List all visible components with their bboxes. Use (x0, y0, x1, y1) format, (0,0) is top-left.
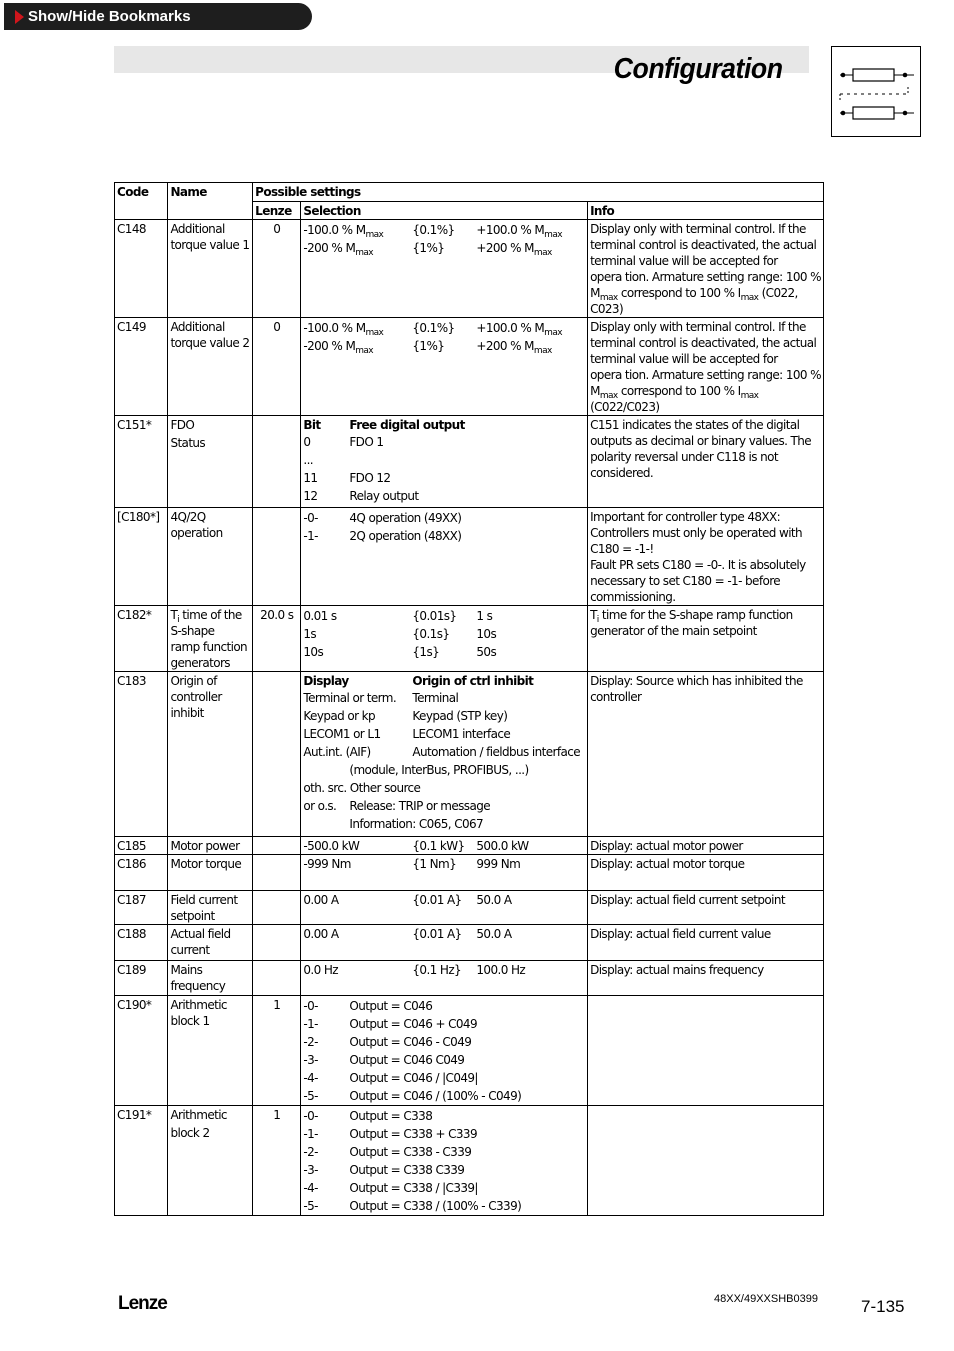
table-row (115, 220, 824, 318)
row-name: Motor torque (168, 855, 253, 891)
row-info (588, 1106, 824, 1216)
row-info: Display: actual motor torque (588, 855, 824, 891)
row-info: Display: Source which has inhibited the controller (588, 672, 824, 837)
row-lenze (253, 961, 301, 996)
row-code: C187 (115, 891, 168, 925)
table-header-row (115, 183, 824, 202)
row-selection: -999 Nm {1 Nm} 999 Nm (301, 855, 588, 891)
table-row (115, 416, 824, 508)
header-name: Name (168, 183, 253, 220)
row-code: C148 (115, 220, 168, 318)
document-id: 48XX/49XXSHB0399 (714, 1293, 818, 1305)
row-name: Motor power (168, 837, 253, 855)
row-lenze: 0 (253, 220, 301, 318)
row-code: C149 (115, 318, 168, 416)
row-info: Display only with terminal control. If the terminal control is deactivated, the actual terminal value will be accepted for opera tion. Armature setting range: 100 % $M_{max}$ correspond to 100 % $I_{max}$ (C022, C023) (588, 220, 824, 318)
header-info: Info (588, 202, 824, 220)
table-row (115, 837, 824, 855)
page-title: Configuration (614, 53, 783, 85)
configuration-table (114, 182, 824, 1216)
row-code: C190* (115, 996, 168, 1106)
row-selection: -0- Output = C046 -1- Output = C046 + C049 -2- Output = C046 - C049 -3- Output = C046 C049 -4- Output = C046 / |C049| -5- Output = C046 / (100% - C049) (301, 996, 588, 1106)
row-lenze: 1 (253, 996, 301, 1106)
row-code: C188 (115, 925, 168, 961)
row-info: Display: actual mains frequency (588, 961, 824, 996)
page-number: 7-135 (861, 1297, 905, 1316)
table-row (115, 606, 824, 672)
table-row (115, 996, 824, 1106)
row-info: Important for controller type 48XX: Controllers must only be operated with C180 = -1-! Fault PR sets C180 = -0-. It is absolutely necessary to set C180 = -1- before commissioning. (588, 508, 824, 606)
row-name: Mains frequency (168, 961, 253, 996)
row-selection: -100.0 % $M_{max}$ {0.1%} +100.0 % $M_{max}$ -200 % $M_{max}$ {1%} +200 % $M_{max}$ (301, 318, 588, 416)
row-info: Display: actual motor power (588, 837, 824, 855)
table-row (115, 672, 824, 837)
row-info (588, 996, 824, 1106)
table-row (115, 891, 824, 925)
row-name: Arithmetic block 1 (168, 996, 253, 1106)
row-lenze (253, 891, 301, 925)
row-lenze (253, 855, 301, 891)
row-name: Field current setpoint (168, 891, 253, 925)
row-selection: -500.0 kW {0.1 kW} 500.0 kW (301, 837, 588, 855)
row-name: Actual field current (168, 925, 253, 961)
row-selection: -0- 4Q operation (49XX) -1- 2Q operation (48XX) (301, 508, 588, 606)
row-code: C191* (115, 1106, 168, 1216)
header-code: Code (115, 183, 168, 220)
row-info: Display: actual field current value (588, 925, 824, 961)
row-name: 4Q/2Q operation (168, 508, 253, 606)
row-lenze (253, 672, 301, 837)
row-code: C189 (115, 961, 168, 996)
table-row (115, 855, 824, 891)
table-row (115, 961, 824, 996)
row-info: $T_i$ time for the S-shape ramp function generator of the main setpoint (588, 606, 824, 672)
row-name: $T_i$ time of the S-shape ramp function generators (168, 606, 253, 672)
row-info: C151 indicates the states of the digital outputs as decimal or binary values. The polarity reversal under C118 is not considered. (588, 416, 824, 508)
row-lenze: 20.0 s (253, 606, 301, 672)
row-code: C183 (115, 672, 168, 837)
row-selection: -0- Output = C338 -1- Output = C338 + C339 -2- Output = C338 - C339 -3- Output = C338 C339 -4- Output = C338 / |C339| -5- Output = C338 / (100% - C339) (301, 1106, 588, 1216)
bookmarks-label: Show/Hide Bookmarks (28, 8, 191, 25)
row-name: Additional torque value 2 (168, 318, 253, 416)
row-name: FDO Status (168, 416, 253, 508)
row-lenze: 0 (253, 318, 301, 416)
circuit-symbol-icon (831, 46, 921, 137)
row-name: Arithmetic block 2 (168, 1106, 253, 1216)
row-selection: 0.0 Hz {0.1 Hz} 100.0 Hz (301, 961, 588, 996)
row-selection: 0.00 A {0.01 A} 50.0 A (301, 925, 588, 961)
row-code: C182* (115, 606, 168, 672)
row-code: [C180*] (115, 508, 168, 606)
lenze-logo: Lenze (118, 1293, 167, 1314)
row-selection: Bit Free digital output 0 FDO 1 ... 11 FDO 12 12 Relay output (301, 416, 588, 508)
row-lenze (253, 416, 301, 508)
row-lenze (253, 925, 301, 961)
header-lenze: Lenze (253, 202, 301, 220)
row-lenze (253, 837, 301, 855)
row-selection: 0.01 s {0.01s} 1 s 1s {0.1s} 10s 10s {1s} 50s (301, 606, 588, 672)
row-selection: Display Origin of ctrl inhibit Terminal or term. Terminal Keypad or kp Keypad (STP key) LECOM1 or L1 LECOM1 interface Aut.int. (AIF) Automation / fieldbus interface (module, InterBus, PROFIBUS, ...) oth. src. Other source or o.s. Release: TRIP or message Information: C065, C067 (301, 672, 588, 837)
row-code: C151* (115, 416, 168, 508)
table-row (115, 318, 824, 416)
show-hide-bookmarks-button[interactable] (4, 3, 312, 30)
row-selection: 0.00 A {0.01 A} 50.0 A (301, 891, 588, 925)
row-lenze: 1 (253, 1106, 301, 1216)
row-code: C185 (115, 837, 168, 855)
row-selection: -100.0 % $M_{max}$ {0.1%} +100.0 % $M_{max}$ -200 % $M_{max}$ {1%} +200 % $M_{max}$ (301, 220, 588, 318)
row-code: C186 (115, 855, 168, 891)
row-info: Display only with terminal control. If the terminal control is deactivated, the actual terminal value will be accepted for opera tion. Armature setting range: 100 % $M_{max}$ correspond to 100 % $I_{max}$ (C022/C023) (588, 318, 824, 416)
row-name: Additional torque value 1 (168, 220, 253, 318)
row-info: Display: actual field current setpoint (588, 891, 824, 925)
header-selection: Selection (301, 202, 588, 220)
header-possible-settings: Possible settings (253, 183, 824, 202)
table-row (115, 925, 824, 961)
row-name: Origin of controller inhibit (168, 672, 253, 837)
triangle-right-icon (15, 10, 24, 24)
table-row (115, 1106, 824, 1216)
row-lenze (253, 508, 301, 606)
table-row (115, 508, 824, 606)
